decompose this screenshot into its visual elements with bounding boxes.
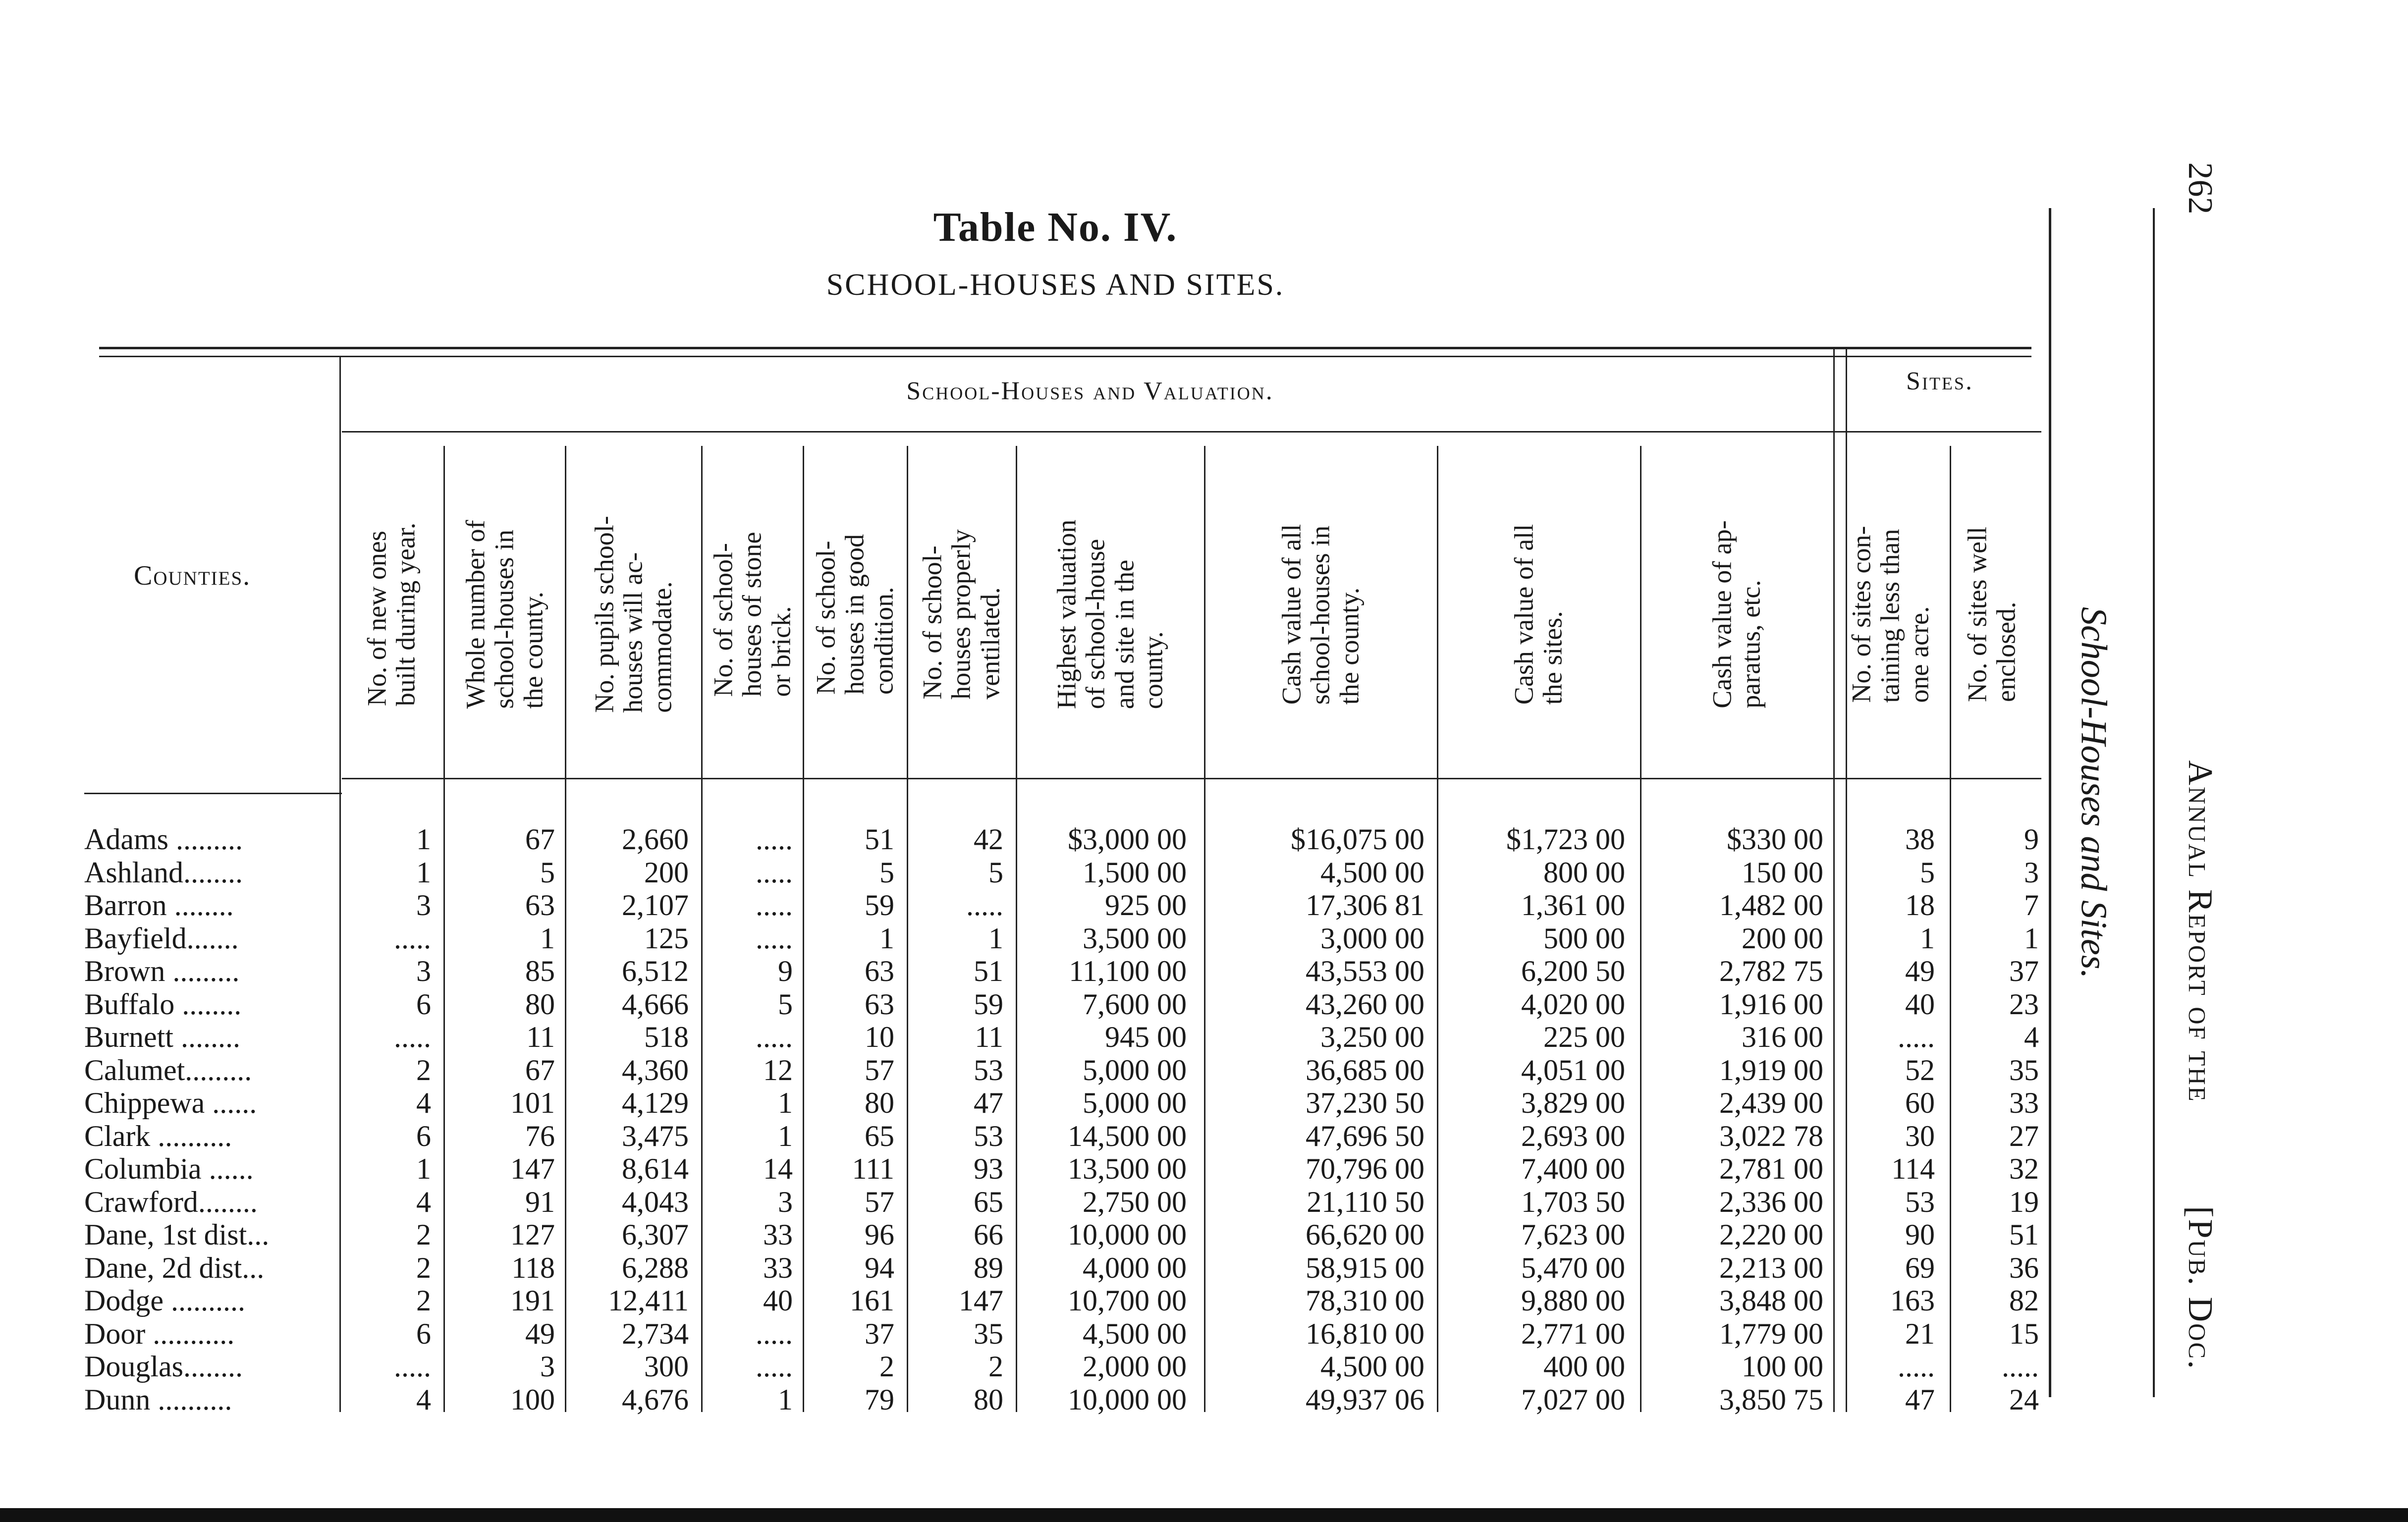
- table-cell: 53: [974, 1119, 1003, 1152]
- table-cell: 2: [416, 1251, 431, 1284]
- table-cell: 69: [1905, 1251, 1935, 1284]
- table-cell: 1,500 00: [1083, 856, 1187, 889]
- table-cell: 1,482 00: [1719, 889, 1823, 922]
- table-cell: 80: [974, 1383, 1003, 1416]
- table-cell: 6,307: [622, 1218, 689, 1251]
- scan-edge: [0, 1508, 2408, 1522]
- table-cell: 6,288: [622, 1251, 689, 1284]
- table-cell: .....: [756, 1350, 793, 1383]
- table-cell: 1,703 50: [1521, 1185, 1625, 1218]
- table-cell: 49: [525, 1317, 555, 1350]
- table-cell: 30: [1905, 1119, 1935, 1152]
- table-cell: 5: [988, 856, 1003, 889]
- table-cell: 5,470 00: [1521, 1251, 1625, 1284]
- table-cell: 4,129: [622, 1087, 689, 1119]
- table-cell: 65: [974, 1185, 1003, 1218]
- table-cell: 10: [865, 1021, 894, 1053]
- table-cell: 4,500 00: [1083, 1317, 1187, 1350]
- table-cell: 4,676: [622, 1383, 689, 1416]
- table-title: Table No. IV.: [933, 204, 1178, 250]
- table-cell: 6: [416, 987, 431, 1021]
- table-cell: 63: [525, 889, 555, 922]
- table-cell: 15: [2009, 1317, 2039, 1350]
- column-header: No. of school- houses properly ventilated.: [917, 529, 1005, 700]
- table-cell: 147: [510, 1152, 555, 1185]
- table-cell: $3,000 00: [1068, 823, 1187, 856]
- table-cell: 66,620 00: [1306, 1218, 1424, 1251]
- table-cell: 51: [865, 823, 894, 856]
- table-cell: 5,000 00: [1083, 1087, 1187, 1119]
- table-cell: 4: [416, 1383, 431, 1416]
- table-cell: 66: [974, 1218, 1003, 1251]
- table-cell: 191: [510, 1284, 555, 1317]
- table-cell: 6,200 50: [1521, 955, 1625, 987]
- table-cell: 47: [974, 1087, 1003, 1119]
- table-cell: 2,771 00: [1521, 1317, 1625, 1350]
- table-cell: 4,020 00: [1521, 987, 1625, 1021]
- table-row-county: Barron ........: [84, 889, 234, 922]
- table-cell: 65: [865, 1119, 894, 1152]
- table-cell: 925 00: [1105, 889, 1187, 922]
- table-cell: 3,848 00: [1719, 1284, 1823, 1317]
- page-number: 262: [2181, 162, 2219, 215]
- table-cell: 147: [959, 1284, 1003, 1317]
- table-cell: 40: [763, 1284, 793, 1317]
- table-cell: 400 00: [1543, 1350, 1625, 1383]
- table-cell: 35: [2009, 1053, 2039, 1087]
- table-cell: 2: [988, 1350, 1003, 1383]
- table-cell: 4: [416, 1185, 431, 1218]
- table-cell: .....: [756, 823, 793, 856]
- column-header: Cash value of ap- paratus, etc.: [1707, 520, 1766, 708]
- col-sep: [1204, 446, 1205, 1412]
- table-cell: 11: [975, 1021, 1003, 1053]
- table-cell: 37: [865, 1317, 894, 1350]
- table-cell: 1: [778, 1119, 793, 1152]
- table-cell: 37,230 50: [1306, 1087, 1424, 1119]
- table-cell: 57: [865, 1185, 894, 1218]
- table-row-county: Clark ..........: [84, 1119, 232, 1152]
- table-row-county: Adams .........: [84, 823, 243, 856]
- table-cell: 2,750 00: [1083, 1185, 1187, 1218]
- table-cell: 4,666: [622, 987, 689, 1021]
- table-cell: .....: [1898, 1021, 1935, 1053]
- table-cell: 2: [416, 1053, 431, 1087]
- table-cell: 21,110 50: [1307, 1185, 1424, 1218]
- right-rule-outer: [2153, 208, 2155, 1397]
- table-row-county: Dodge ..........: [84, 1284, 245, 1317]
- table-cell: 2,220 00: [1719, 1218, 1823, 1251]
- table-cell: 36,685 00: [1306, 1053, 1424, 1087]
- table-cell: 9,880 00: [1521, 1284, 1625, 1317]
- table-cell: 11,100 00: [1069, 955, 1187, 987]
- column-header: No. of school- houses of stone or brick.: [708, 532, 796, 697]
- table-cell: 7,600 00: [1083, 987, 1187, 1021]
- counties-header: Counties.: [134, 560, 251, 591]
- table-cell: 163: [1890, 1284, 1935, 1317]
- table-cell: 300: [644, 1350, 689, 1383]
- table-cell: 21: [1905, 1317, 1935, 1350]
- table-cell: 3,000 00: [1320, 922, 1424, 955]
- table-cell: 3,250 00: [1320, 1021, 1424, 1053]
- table-cell: 51: [2009, 1218, 2039, 1251]
- table-cell: 1: [540, 922, 555, 955]
- table-cell: 2,336 00: [1719, 1185, 1823, 1218]
- table-cell: 33: [763, 1218, 793, 1251]
- table-cell: 2,107: [622, 889, 689, 922]
- table-cell: 43,260 00: [1306, 987, 1424, 1021]
- table-cell: 2,693 00: [1521, 1119, 1625, 1152]
- table-cell: 49,937 06: [1306, 1383, 1424, 1416]
- table-cell: .....: [756, 856, 793, 889]
- table-cell: 945 00: [1105, 1021, 1187, 1053]
- column-header: Cash value of all the sites.: [1509, 524, 1568, 705]
- table-cell: 225 00: [1543, 1021, 1625, 1053]
- table-cell: 51: [974, 955, 1003, 987]
- table-cell: 16,810 00: [1306, 1317, 1424, 1350]
- table-cell: 27: [2009, 1119, 2039, 1152]
- table-row-county: Bayfield.......: [84, 922, 239, 955]
- table-cell: 500 00: [1543, 922, 1625, 955]
- table-cell: 11: [526, 1021, 555, 1053]
- column-header: Highest valuation of school-house and site in the county.: [1051, 519, 1168, 709]
- table-cell: 7,623 00: [1521, 1218, 1625, 1251]
- table-cell: 24: [2009, 1383, 2039, 1416]
- table-cell: 1: [416, 1152, 431, 1185]
- table-row-county: Door ...........: [84, 1317, 235, 1350]
- column-header: Cash value of all school-houses in the county.: [1276, 524, 1365, 705]
- group-rule: [342, 431, 2041, 433]
- table-cell: 10,700 00: [1068, 1284, 1187, 1317]
- table-row-county: Crawford........: [84, 1185, 258, 1218]
- table-cell: 57: [865, 1053, 894, 1087]
- table-cell: 70,796 00: [1306, 1152, 1424, 1185]
- table-cell: 36: [2009, 1251, 2039, 1284]
- table-cell: 40: [1905, 987, 1935, 1021]
- table-cell: 52: [1905, 1053, 1935, 1087]
- table-cell: 101: [510, 1087, 555, 1119]
- table-cell: 67: [525, 1053, 555, 1087]
- table-cell: 85: [525, 955, 555, 987]
- table-cell: 4: [416, 1087, 431, 1119]
- table-cell: 37: [2009, 955, 2039, 987]
- table-cell: 1: [879, 922, 894, 955]
- table-cell: 4: [2024, 1021, 2039, 1053]
- col-sep: [1016, 446, 1017, 1412]
- table-cell: $1,723 00: [1506, 823, 1625, 856]
- table-cell: .....: [2002, 1350, 2039, 1383]
- table-cell: 1: [2024, 922, 2039, 955]
- table-cell: 47: [1905, 1383, 1935, 1416]
- table-cell: 2: [879, 1350, 894, 1383]
- table-cell: 13,500 00: [1068, 1152, 1187, 1185]
- table-cell: 2: [416, 1284, 431, 1317]
- col-sep: [907, 446, 908, 1412]
- table-cell: 4,500 00: [1320, 1350, 1424, 1383]
- table-cell: 3,850 75: [1719, 1383, 1823, 1416]
- column-header: No. of new ones built during year.: [362, 522, 421, 707]
- table-cell: 3: [2024, 856, 2039, 889]
- right-rule: [2049, 208, 2051, 1397]
- col-sep: [701, 446, 703, 1412]
- table-cell: 2,734: [622, 1317, 689, 1350]
- table-row-county: Columbia ......: [84, 1152, 254, 1185]
- table-cell: 76: [525, 1119, 555, 1152]
- table-cell: 2,439 00: [1719, 1087, 1823, 1119]
- table-cell: 1: [416, 856, 431, 889]
- table-cell: 23: [2009, 987, 2039, 1021]
- table-cell: 118: [511, 1251, 555, 1284]
- table-cell: 5: [1920, 856, 1935, 889]
- table-cell: .....: [756, 1021, 793, 1053]
- table-cell: 60: [1905, 1087, 1935, 1119]
- table-cell: 9: [778, 955, 793, 987]
- table-cell: 3,022 78: [1719, 1119, 1823, 1152]
- table-row-county: Calumet.........: [84, 1053, 252, 1087]
- table-cell: 8,614: [622, 1152, 689, 1185]
- table-cell: 200 00: [1742, 922, 1823, 955]
- table-cell: .....: [966, 889, 1003, 922]
- table-cell: 1: [988, 922, 1003, 955]
- table-row-county: Dunn ..........: [84, 1383, 232, 1416]
- table-row-county: Ashland........: [84, 856, 243, 889]
- table-cell: 82: [2009, 1284, 2039, 1317]
- table-cell: .....: [394, 1350, 431, 1383]
- table-row-county: Burnett ........: [84, 1021, 240, 1053]
- table-cell: 161: [850, 1284, 894, 1317]
- table-row-county: Dane, 2d dist...: [84, 1251, 265, 1284]
- table-subtitle: SCHOOL-HOUSES AND SITES.: [826, 268, 1285, 302]
- section-title: School-Houses and Sites.: [2073, 606, 2114, 979]
- col-sep: [1437, 446, 1438, 1412]
- table-cell: 3,475: [622, 1119, 689, 1152]
- counties-rule: [84, 793, 342, 794]
- table-cell: 10,000 00: [1068, 1218, 1187, 1251]
- table-cell: .....: [1898, 1350, 1935, 1383]
- table-cell: 4,360: [622, 1053, 689, 1087]
- table-cell: 3,829 00: [1521, 1087, 1625, 1119]
- column-header: No. of sites con- taining less than one acre.: [1846, 526, 1934, 703]
- table-cell: 35: [974, 1317, 1003, 1350]
- table-cell: 17,306 81: [1306, 889, 1424, 922]
- table-cell: .....: [756, 889, 793, 922]
- table-cell: 6,512: [622, 955, 689, 987]
- col-sep: [565, 446, 566, 1412]
- table-cell: 33: [2009, 1087, 2039, 1119]
- table-cell: .....: [394, 922, 431, 955]
- table-cell: 80: [525, 987, 555, 1021]
- table-cell: 111: [852, 1152, 894, 1185]
- table-cell: 4,043: [622, 1185, 689, 1218]
- table-cell: 3: [540, 1350, 555, 1383]
- table-cell: 79: [865, 1383, 894, 1416]
- table-cell: 59: [974, 987, 1003, 1021]
- table-cell: 150 00: [1742, 856, 1823, 889]
- table-cell: 3,500 00: [1083, 922, 1187, 955]
- table-cell: 53: [974, 1053, 1003, 1087]
- table-cell: 100 00: [1742, 1350, 1823, 1383]
- table-cell: 43,553 00: [1306, 955, 1424, 987]
- column-header: No. pupils school- houses will ac- commodate.: [589, 516, 677, 713]
- table-cell: 114: [1891, 1152, 1935, 1185]
- table-cell: 7,400 00: [1521, 1152, 1625, 1185]
- table-cell: 125: [644, 922, 689, 955]
- table-cell: 14,500 00: [1068, 1119, 1187, 1152]
- col-sep: [1640, 446, 1642, 1412]
- table-cell: 33: [763, 1251, 793, 1284]
- table-cell: 19: [2009, 1185, 2039, 1218]
- table-row-county: Chippewa ......: [84, 1087, 257, 1119]
- table-cell: 5,000 00: [1083, 1053, 1187, 1087]
- table-cell: 5: [879, 856, 894, 889]
- header-bottom-rule: [342, 778, 2041, 779]
- column-header: Whole number of school-houses in the county.: [460, 520, 548, 709]
- table-cell: 3: [416, 889, 431, 922]
- table-cell: 5: [778, 987, 793, 1021]
- col-sep: [1846, 347, 1847, 1412]
- table-cell: 2: [416, 1218, 431, 1251]
- table-cell: 94: [865, 1251, 894, 1284]
- table-cell: 18: [1905, 889, 1935, 922]
- table-cell: 67: [525, 823, 555, 856]
- table-cell: 2,782 75: [1719, 955, 1823, 987]
- table-cell: 59: [865, 889, 894, 922]
- table-cell: 78,310 00: [1306, 1284, 1424, 1317]
- table-cell: 89: [974, 1251, 1003, 1284]
- table-cell: 53: [1905, 1185, 1935, 1218]
- table-cell: $330 00: [1727, 823, 1823, 856]
- table-cell: 1: [416, 823, 431, 856]
- table-cell: 518: [644, 1021, 689, 1053]
- group-header-valuation: School-Houses and Valuation.: [906, 377, 1274, 405]
- top-rule-thin: [99, 356, 2031, 357]
- table-cell: 800 00: [1543, 856, 1625, 889]
- column-header: No. of school- houses in good condition.: [811, 534, 899, 695]
- table-cell: 200: [644, 856, 689, 889]
- table-cell: 1: [778, 1087, 793, 1119]
- table-cell: 32: [2009, 1152, 2039, 1185]
- col-sep: [803, 446, 804, 1412]
- col-sep: [1833, 347, 1835, 1412]
- table-cell: 4,051 00: [1521, 1053, 1625, 1087]
- table-cell: 80: [865, 1087, 894, 1119]
- table-cell: 5: [540, 856, 555, 889]
- group-header-sites: Sites.: [1906, 367, 1973, 395]
- table-cell: 90: [1905, 1218, 1935, 1251]
- table-cell: 1,919 00: [1719, 1053, 1823, 1087]
- table-cell: 100: [510, 1383, 555, 1416]
- table-cell: 14: [763, 1152, 793, 1185]
- running-title: Annual Report of the: [2181, 760, 2219, 1103]
- pub-doc: [Pub. Doc.: [2181, 1206, 2219, 1370]
- table-row-county: Brown .........: [84, 955, 240, 987]
- table-cell: 7: [2024, 889, 2039, 922]
- col-sep: [443, 446, 445, 1412]
- table-cell: 1,779 00: [1719, 1317, 1823, 1350]
- table-cell: 2,660: [622, 823, 689, 856]
- table-cell: 4,500 00: [1320, 856, 1424, 889]
- table-cell: 10,000 00: [1068, 1383, 1187, 1416]
- table-cell: 2,213 00: [1719, 1251, 1823, 1284]
- table-cell: 12: [763, 1053, 793, 1087]
- table-cell: 316 00: [1742, 1021, 1823, 1053]
- table-cell: 1: [1920, 922, 1935, 955]
- table-cell: 42: [974, 823, 1003, 856]
- table-cell: 4,000 00: [1083, 1251, 1187, 1284]
- top-rule: [99, 347, 2031, 349]
- table-cell: 63: [865, 987, 894, 1021]
- table-row-county: Buffalo ........: [84, 987, 242, 1021]
- table-cell: 1: [778, 1383, 793, 1416]
- table-cell: 12,411: [608, 1284, 689, 1317]
- table-cell: 96: [865, 1218, 894, 1251]
- table-cell: 49: [1905, 955, 1935, 987]
- table-cell: 3: [416, 955, 431, 987]
- column-header: No. of sites well enclosed.: [1962, 527, 2021, 702]
- table-cell: 38: [1905, 823, 1935, 856]
- table-row-county: Dane, 1st dist...: [84, 1218, 270, 1251]
- table-cell: 127: [510, 1218, 555, 1251]
- table-cell: 6: [416, 1317, 431, 1350]
- table-cell: 9: [2024, 823, 2039, 856]
- table-cell: 93: [974, 1152, 1003, 1185]
- table-cell: 6: [416, 1119, 431, 1152]
- table-cell: 1,916 00: [1719, 987, 1823, 1021]
- table-cell: 1,361 00: [1521, 889, 1625, 922]
- table-cell: $16,075 00: [1291, 823, 1424, 856]
- table-cell: .....: [756, 922, 793, 955]
- table-cell: 3: [778, 1185, 793, 1218]
- table-cell: 58,915 00: [1306, 1251, 1424, 1284]
- table-cell: 7,027 00: [1521, 1383, 1625, 1416]
- table-cell: 63: [865, 955, 894, 987]
- table-cell: 2,000 00: [1083, 1350, 1187, 1383]
- table-cell: .....: [756, 1317, 793, 1350]
- table-row-county: Douglas........: [84, 1350, 243, 1383]
- table-cell: .....: [394, 1021, 431, 1053]
- col-sep: [1950, 446, 1951, 1412]
- table-cell: 47,696 50: [1306, 1119, 1424, 1152]
- table-cell: 2,781 00: [1719, 1152, 1823, 1185]
- table-cell: 91: [525, 1185, 555, 1218]
